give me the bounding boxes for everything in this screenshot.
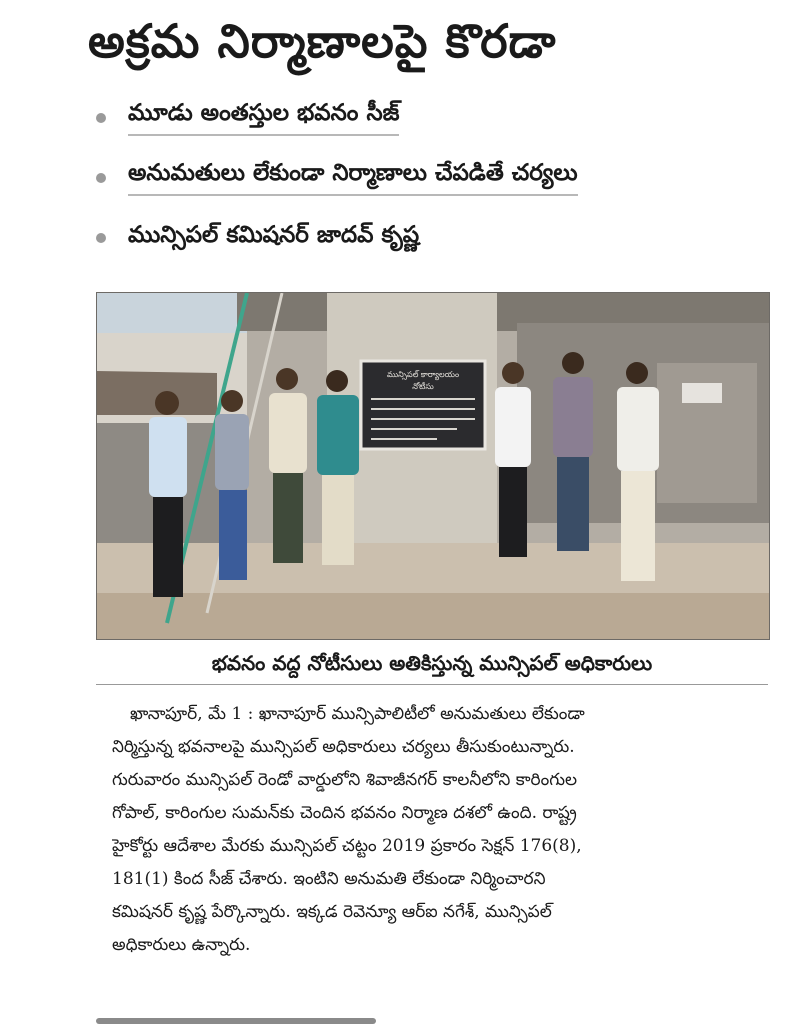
person-figure xyxy=(149,391,187,597)
bullet-dot-icon xyxy=(96,173,106,183)
person-figure xyxy=(215,390,249,580)
bullet-list xyxy=(96,88,736,268)
person-figure xyxy=(495,362,531,557)
bullet-item xyxy=(96,148,736,208)
bullet-item xyxy=(96,88,736,148)
article-line: ఖానాపూర్, మే 1 : ఖానాపూర్ మున్సిపాలిటీలో అనుమతులు లేకుండా xyxy=(130,704,585,724)
article-line: అధికారులు ఉన్నారు. xyxy=(112,935,251,955)
bullet-text: మున్సిపల్ కమిషనర్ జాదవ్ కృష్ణ xyxy=(128,222,420,248)
notice-board-subtitle: నోటీసు xyxy=(412,382,434,391)
person-figure xyxy=(553,352,593,551)
article-line: గురువారం మున్సిపల్ రెండో వార్డులోని శివాజీనగర్ కాలనీలోని కారింగుల xyxy=(112,770,578,790)
bullet-dot-icon xyxy=(96,233,106,243)
article-body xyxy=(112,698,768,962)
article-line: గోపాల్, కారింగుల సుమన్‌కు చెందిన భవనం నిర్మాణ దశలో ఉంది. రాష్ట్ర xyxy=(112,803,577,823)
notice-board-title: మున్సిపల్ కార్యాలయం xyxy=(386,370,460,379)
bullet-item xyxy=(96,208,736,268)
bullet-text: అనుమతులు లేకుండా నిర్మాణాలు చేపడితే చర్యలు xyxy=(128,160,578,196)
article-line: నిర్మిస్తున్న భవనాలపై మున్సిపల్ అధికారులు చర్యలు తీసుకుంటున్నారు. xyxy=(112,737,575,757)
bullet-text: మూడు అంతస్తుల భవనం సీజ్ xyxy=(128,100,399,136)
divider xyxy=(96,684,768,685)
news-photo-illustration xyxy=(97,293,769,639)
article-line: 181(1) కింద సీజ్ చేశారు. ఇంటిని అనుమతి లేకుండా నిర్మించారని xyxy=(112,869,546,889)
bullet-dot-icon xyxy=(96,113,106,123)
article-line: కమిషనర్ కృష్ణ పేర్కొన్నారు. ఇక్కడ రెవెన్యూ ఆర్ఐ నగేశ్, మున్సిపల్ xyxy=(112,902,552,922)
article-line: హైకోర్టు ఆదేశాల మేరకు మున్సిపల్ చట్టం 2019 ప్రకారం సెక్షన్ 176(8), xyxy=(112,836,582,856)
photo-caption: భవనం వద్ద నోటీసులు అతికిస్తున్న మున్సిపల్ అధికారులు xyxy=(211,651,653,675)
news-photo xyxy=(96,292,770,640)
person-figure xyxy=(317,370,359,565)
person-figure xyxy=(617,362,659,581)
headline: అక్రమ నిర్మాణాలపై కొరడా xyxy=(88,14,557,68)
person-figure xyxy=(269,368,307,563)
